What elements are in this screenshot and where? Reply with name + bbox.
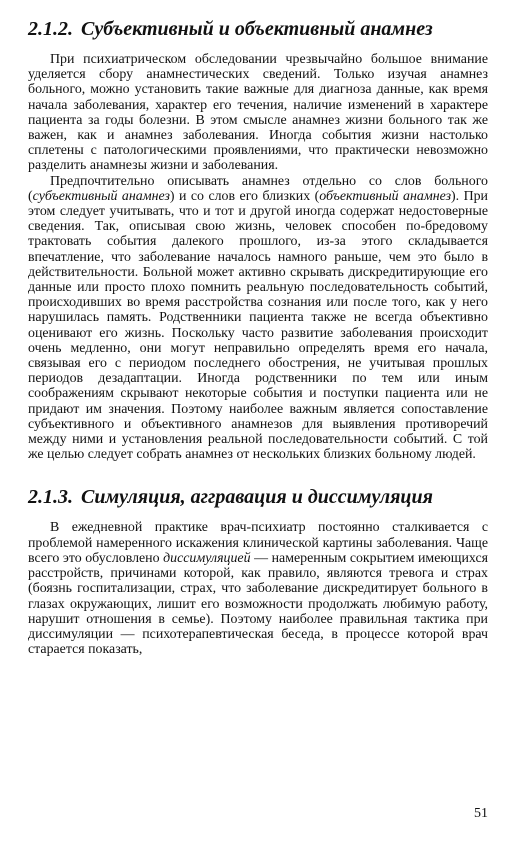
text-run: — намеренным сокрытием имеющихся расстройств, причинами которой, как правило, являются тревога и страх (боязнь госпитализации, страх, что заболевание дискредитирует больного в глазах окружающих, лишит его возможности продолжать любимую работу, нарушит отношения в семье). Поэтому наиболее правильная тактика при диссимуляции — психотерапевтическая беседа, в процессе которой врач старается показать, xyxy=(28,550,488,658)
section-title: Субъективный и объективный анамнез xyxy=(81,18,433,40)
page-number: 51 xyxy=(474,806,488,821)
text-run: ). При этом следует учитывать, что и тот и другой иногда содержат недостоверные сведения. Так, описывая свою жизнь, человек способен по-бредовому трактовать события далекого прошлого, из-за этого складывается впечатление, что заболевание началось намного раньше, чем это было в действительности. Больной может активно скрывать дискредитирующие его данные или просто плохо помнить реальную последовательность событий, происходивших во время расстройства сознания или после того, как у него нарушилась память. Родственники пациента также не всегда объективно оценивают его жизнь. Поскольку часто развитие заболевания происходит очень медленно, они могут неправильно определять время его начала, связывая его с периодом последнего обострения, не учитывая прошлых периодов дезадаптации. Иногда родственники по тем или иным соображениям скрывают некоторые события и поступки пациента или не придают им значения. Поэтому наиболее важным является сопоставление субъективного и объективного анамнезов для выявления противоречий между ними и установления реальной последовательности событий. С той же целью следует собрать анамнез от нескольких близких больному людей. xyxy=(28,188,488,463)
italic-term: субъективный анамнез xyxy=(32,188,170,204)
section-number: 2.1.2. xyxy=(28,18,73,40)
text-run: Предпочтительно описывать анамнез отдельно со слов больного ( xyxy=(28,173,488,204)
book-page xyxy=(28,16,488,828)
paragraph xyxy=(28,520,488,657)
section-title: Симуляция, аггравация и диссимуляция xyxy=(81,486,433,509)
section-heading-2-1-3 xyxy=(28,484,488,510)
italic-term: объективный анамнез xyxy=(319,188,451,204)
section-number: 2.1.3. xyxy=(28,486,73,509)
italic-term: диссимуляцией xyxy=(163,550,251,566)
text-run: ) и со слов его близких ( xyxy=(169,188,320,204)
section-heading-2-1-2 xyxy=(28,16,488,42)
paragraph xyxy=(28,174,488,463)
text-run: В ежедневной практике врач-психиатр постоянно сталкивается с проблемой намеренного искажения клинической картины заболевания. Чаще всего это обусловлено xyxy=(28,520,488,566)
paragraph: При психиатрическом обследовании чрезвычайно большое внимание уделяется сбору анамнестических сведений. Только изучая анамнез больного, можно установить такие важные для диагноза данные, как время начала заболевания, характер его течения, наличие изменений в характере пациента за годы болезни. В этом смысле анамнез жизни больного так же важен, как и анамнез заболевания. Иногда события жизни настолько сплетены с патологическими проявлениями, что практически невозможно разделить анамнезы жизни и заболевания. xyxy=(28,52,488,174)
